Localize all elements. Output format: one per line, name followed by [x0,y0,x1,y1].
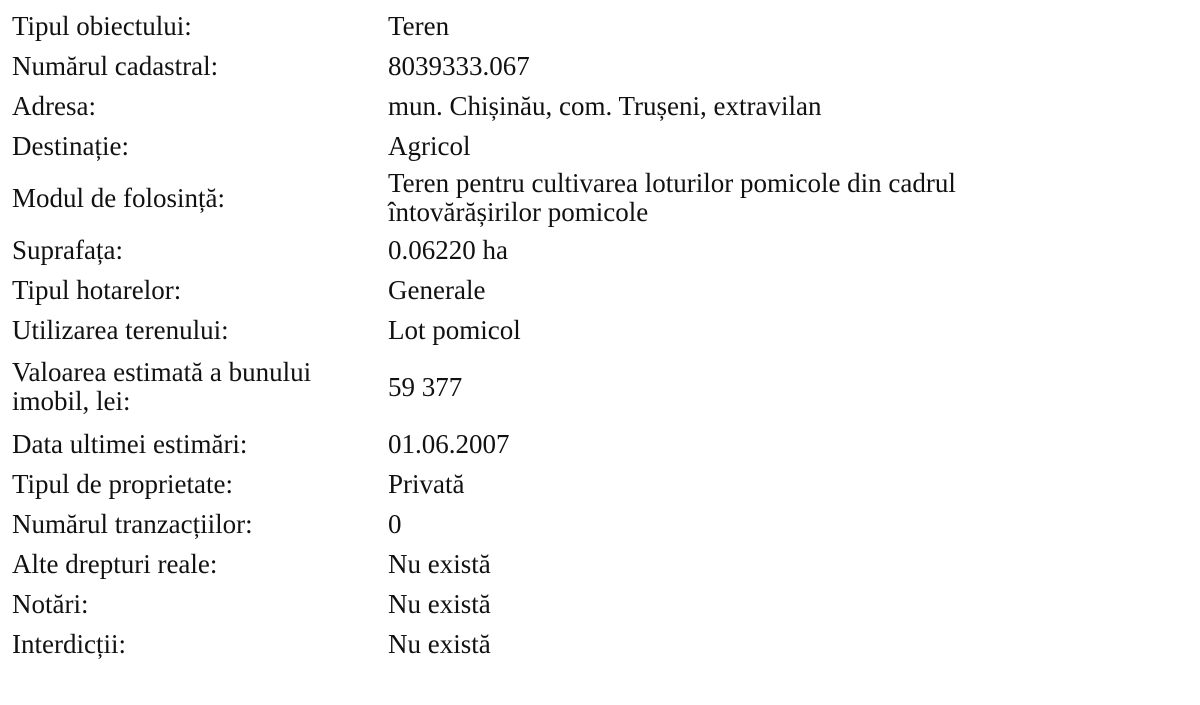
field-value: Teren pentru cultivarea loturilor pomicole din cadrul întovărășirilor pomicole [388,168,956,227]
field-label: Notări: [12,588,89,619]
row-other-real-rights [12,544,1112,584]
field-label: Valoarea estimată a bunului imobil, lei: [12,357,312,416]
row-notations [12,584,1112,624]
row-address [12,86,1112,126]
field-label: Numărul tranzacțiilor: [12,508,253,539]
field-value: 01.06.2007 [388,428,510,459]
field-value: Lot pomicol [388,314,521,345]
row-transactions-count [12,504,1112,544]
field-value: Agricol [388,130,471,161]
field-label: Tipul hotarelor: [12,274,182,305]
field-value: 0.06220 ha [388,234,508,265]
row-estimated-value [12,350,1112,424]
row-boundary-type [12,270,1112,310]
field-label: Modul de folosință: [12,182,225,213]
row-ownership-type [12,464,1112,504]
field-value: Nu există [388,588,491,619]
row-destination [12,126,1112,166]
field-label: Tipul obiectului: [12,10,192,41]
field-label: Suprafața: [12,234,123,265]
field-label: Alte drepturi reale: [12,548,218,579]
field-label: Adresa: [12,90,96,121]
row-cadastral-number [12,46,1112,86]
field-label: Utilizarea terenului: [12,314,229,345]
field-label: Data ultimei estimări: [12,428,248,459]
row-object-type [12,6,1112,46]
row-usage-mode [12,166,1112,230]
property-details-table [12,6,1112,664]
field-label: Destinație: [12,130,129,161]
field-value: 0 [388,508,402,539]
field-label: Tipul de proprietate: [12,468,233,499]
row-land-use [12,310,1112,350]
row-area [12,230,1112,270]
field-label: Numărul cadastral: [12,50,219,81]
field-value: Nu există [388,628,491,659]
field-value: 8039333.067 [388,50,530,81]
field-value: mun. Chișinău, com. Trușeni, extravilan [388,90,822,121]
row-interdictions [12,624,1112,664]
field-value: 59 377 [388,371,463,402]
field-value: Teren [388,10,450,41]
field-value: Privată [388,468,465,499]
field-value: Generale [388,274,486,305]
row-last-estimation-date [12,424,1112,464]
field-label: Interdicții: [12,628,126,659]
field-value: Nu există [388,548,491,579]
